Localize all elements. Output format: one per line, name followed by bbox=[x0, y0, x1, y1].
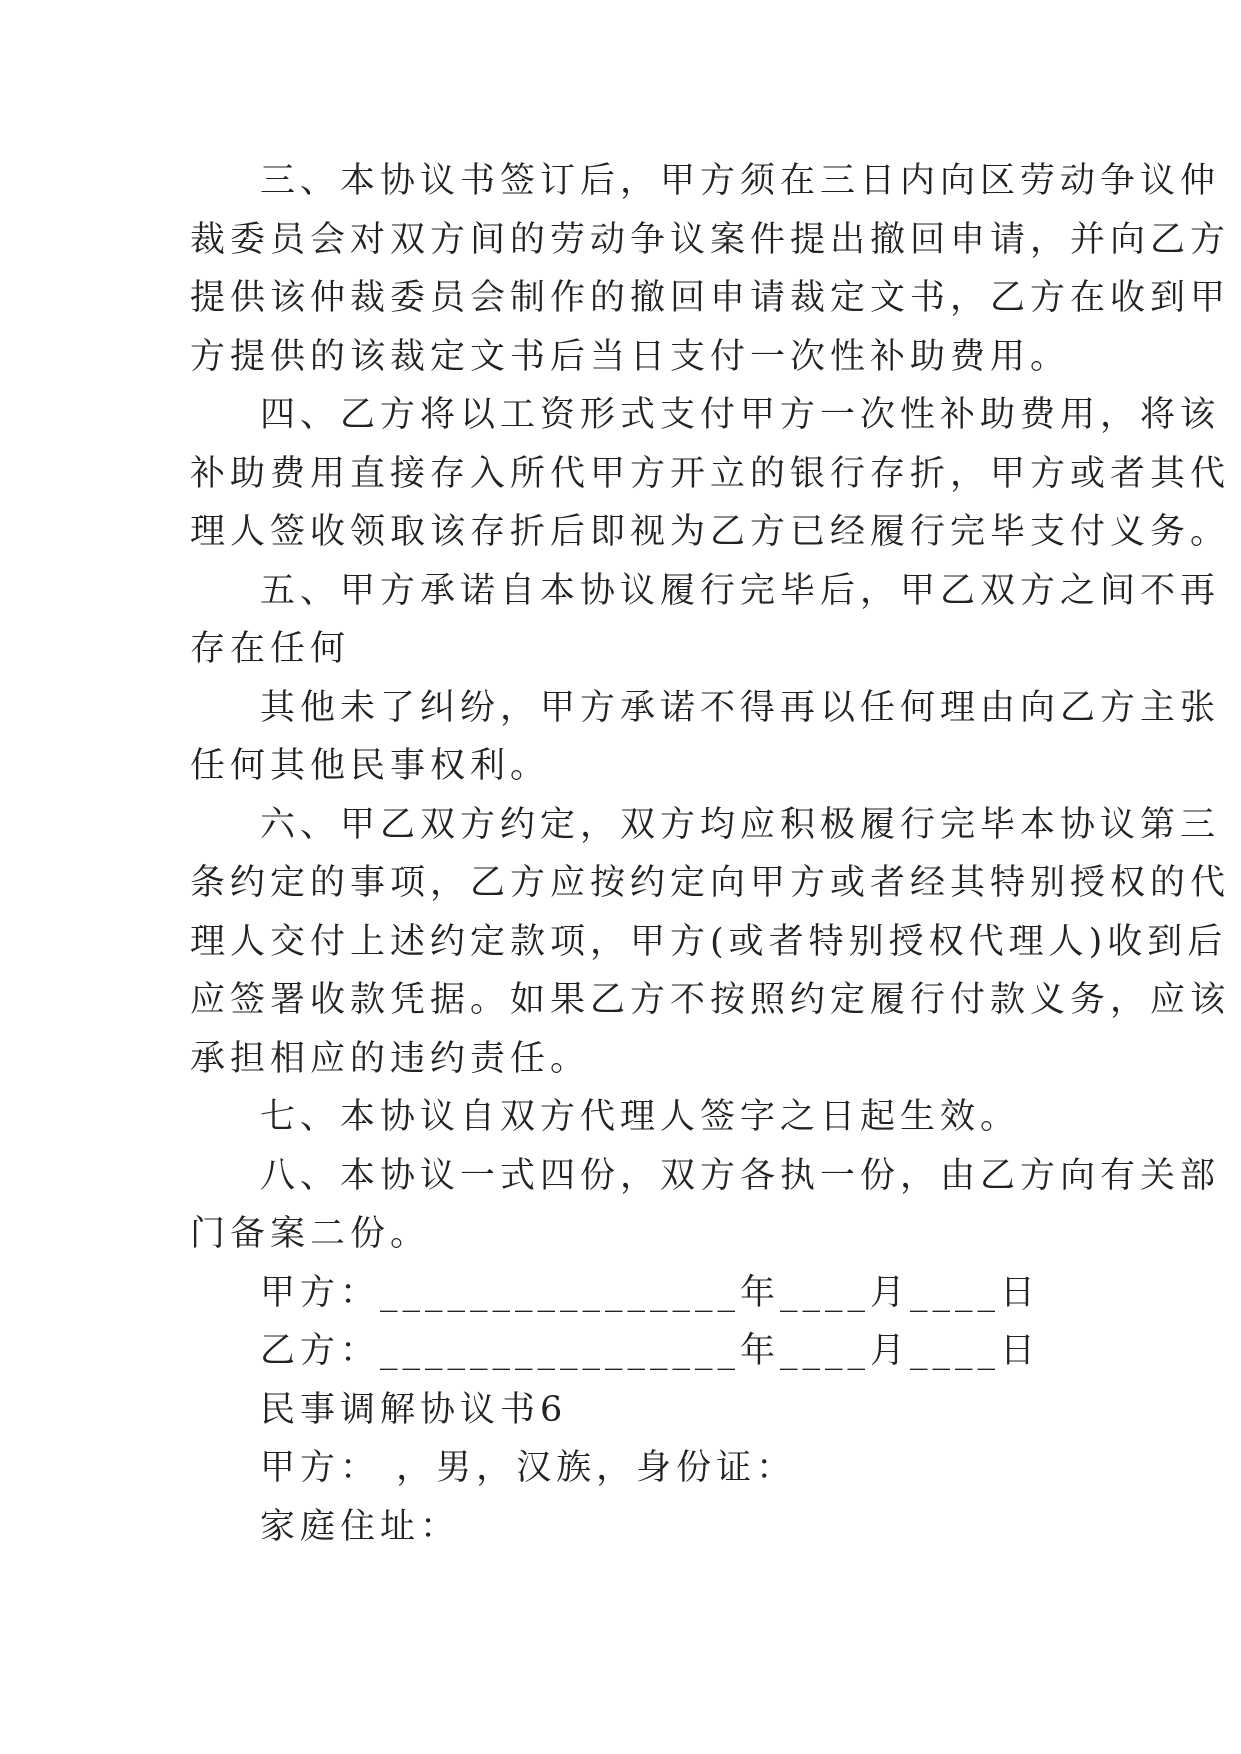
clause-8-line-2: 门备案二份。 bbox=[190, 1214, 431, 1254]
clause-4-line-1: 四、乙方将以工资形式支付甲方一次性补助费用，将该 bbox=[260, 395, 1221, 435]
next-document-title: 民事调解协议书6 bbox=[260, 1389, 568, 1430]
clause-3-line-1: 三、本协议书签订后，甲方须在三日内向区劳动争议仲 bbox=[260, 161, 1221, 201]
clause-6-line-4: 应签署收款凭据。如果乙方不按照约定履行付款义务，应该 bbox=[190, 980, 1231, 1020]
clause-8-line-1: 八、本协议一式四份，双方各执一份，由乙方向有关部 bbox=[260, 1155, 1221, 1196]
clause-3-line-4: 方提供的该裁定文书后当日支付一次性补助费用。 bbox=[190, 336, 1071, 377]
clause-6-line-2: 条约定的事项，乙方应按约定向甲方或者经其特别授权的代 bbox=[190, 863, 1231, 903]
clause-3-line-3: 提供该仲裁委员会制作的撤回申请裁定文书，乙方在收到甲 bbox=[190, 278, 1231, 318]
home-address-line: 家庭住址： bbox=[260, 1506, 461, 1547]
clause-5-line-1: 五、甲方承诺自本协议履行完毕后，甲乙双方之间不再 bbox=[260, 570, 1221, 611]
clause-6-line-1: 六、甲乙双方约定，双方均应积极履行完毕本协议第三 bbox=[260, 804, 1221, 845]
party-a-info-line: 甲方： ，男，汉族，身份证： bbox=[260, 1448, 797, 1488]
clause-5-line-2: 存在任何 bbox=[190, 629, 351, 669]
clause-7-line-1: 七、本协议自双方代理人签字之日起生效。 bbox=[260, 1097, 1021, 1137]
clause-6-line-5: 承担相应的违约责任。 bbox=[190, 1038, 591, 1079]
clause-4-line-2: 补助费用直接存入所代甲方开立的银行存折，甲方或者其代 bbox=[190, 453, 1231, 494]
clause-3-line-2: 裁委员会对双方间的劳动争议案件提出撤回申请，并向乙方 bbox=[190, 219, 1231, 260]
clause-5-continuation-line-2: 任何其他民事权利。 bbox=[190, 746, 551, 786]
clause-6-line-3: 理人交付上述约定款项，甲方(或者特别授权代理人)收到后 bbox=[190, 921, 1228, 962]
party-a-signature-line: 甲方：________________年____月____日 bbox=[260, 1272, 1041, 1313]
party-b-signature-line: 乙方：________________年____月____日 bbox=[260, 1331, 1041, 1371]
clause-4-line-3: 理人签收领取该存折后即视为乙方已经履行完毕支付义务。 bbox=[190, 512, 1231, 552]
document-body bbox=[190, 152, 1231, 1556]
clause-5-continuation-line-1: 其他未了纠纷，甲方承诺不得再以任何理由向乙方主张 bbox=[260, 687, 1221, 728]
